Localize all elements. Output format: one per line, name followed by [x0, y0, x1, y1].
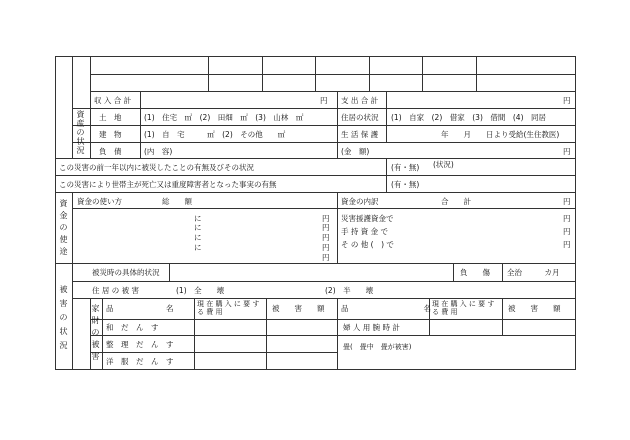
housing-label: 住居の状況 [341, 113, 379, 122]
expense-total-label: 支 出 合 計 [341, 96, 379, 105]
source-disaster-fund: 災害援護資金で [341, 214, 394, 223]
income-total-unit: 円 [320, 96, 328, 105]
casualty-answer: (有・無) [391, 180, 420, 189]
injury-label: 負 傷 [460, 268, 490, 277]
usage-header: 資金の使い方 [77, 197, 122, 206]
situation-label: 被災時の具体的状況 [92, 268, 160, 277]
debt-detail: (内 容) [144, 147, 173, 156]
house-opt-half: (2) 半 壊 [325, 286, 374, 295]
land-label: 土 地 [99, 113, 122, 122]
welfare-label: 生 活 保 護 [341, 130, 379, 139]
right-item-header: 品 名 [341, 304, 431, 313]
source-other: そ の 他 ( ) で [341, 240, 394, 249]
building-options: (1) 自 宅 ㎡ (2) その他 ㎡ [144, 130, 286, 139]
debt-amount-unit: 円 [563, 147, 571, 156]
yen-unit: 円 [322, 223, 330, 232]
damage-section-label: 被害の状況 [59, 285, 68, 350]
debt-amount-label: (金 額) [341, 147, 370, 156]
yen-unit: 円 [322, 243, 330, 252]
right-cost-header: 現 在 購 入 に 要 す る 費 用 [432, 300, 495, 316]
ni-mark: に [194, 233, 202, 242]
prior-disaster-status: (状況) [433, 160, 454, 169]
left-amount-header: 被 害 額 [272, 304, 325, 313]
yen-unit: 円 [563, 197, 571, 206]
source-unit: 円 [563, 240, 571, 249]
welfare-text: 年 月 日より受給(生住教医) [441, 130, 560, 139]
goods-damage-label: 家財の被害 [91, 304, 100, 361]
left-item: 洋 服 だ ん す [106, 357, 174, 366]
source-unit: 円 [563, 227, 571, 236]
yen-unit: 円 [322, 214, 330, 223]
prior-disaster-question: この災害の前一年以内に被災したことの有無及びその状況 [59, 163, 254, 172]
recovery-label: 全治 カ月 [507, 268, 560, 277]
left-item: 整 理 だ ん す [106, 340, 174, 349]
left-item: 和 だ ん す [106, 323, 159, 332]
debt-label: 負 債 [99, 147, 122, 156]
amount-header: 総 額 [162, 197, 192, 206]
right-item: 婦 人 用 腕 時 計 [343, 323, 400, 332]
prior-disaster-answer: (有・無) [391, 163, 420, 172]
source-own-fund: 手 持 資 金 で [341, 227, 389, 236]
right-amount-header: 被 害 額 [508, 304, 561, 313]
building-label: 建 物 [99, 130, 122, 139]
ni-mark: に [194, 214, 202, 223]
yen-unit: 円 [322, 253, 330, 262]
ni-mark: に [194, 243, 202, 252]
right-item: 畳( 畳中 畳が被害) [343, 343, 412, 351]
left-cost-header: 現 在 購 入 に 要 す る 費 用 [197, 300, 260, 316]
ni-mark: に [194, 223, 202, 232]
total-header: 合 計 [441, 197, 471, 206]
casualty-question: この災害により世帯主が死亡又は重度障害者となった事実の有無 [59, 180, 277, 189]
land-options: (1) 住宅 ㎡ (2) 田畑 ㎡ (3) 山林 ㎡ [144, 113, 304, 122]
housing-options: (1) 自家 (2) 借家 (3) 借間 (4) 同居 [391, 113, 546, 122]
fund-usage-section-label: 資金の使途 [59, 199, 68, 256]
yen-unit: 円 [322, 233, 330, 242]
breakdown-header: 資金の内訳 [341, 197, 379, 206]
house-opt-full: (1) 全 壊 [176, 286, 225, 295]
assets-section-label: 資産の状況 [76, 110, 85, 155]
left-item-header: 品 名 [106, 304, 174, 313]
expense-total-unit: 円 [563, 96, 571, 105]
income-total-label: 収 入 合 計 [94, 96, 132, 105]
source-unit: 円 [563, 214, 571, 223]
house-damage-label: 住 居 の 被 害 [92, 286, 140, 295]
